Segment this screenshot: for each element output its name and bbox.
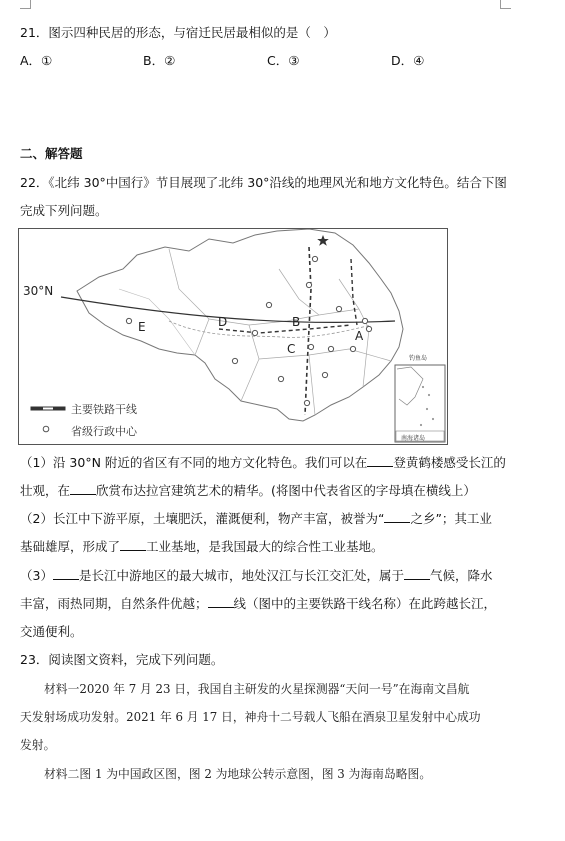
- answer-blank[interactable]: [404, 567, 430, 580]
- q22-part1-text-c: 壮观，在: [20, 483, 71, 498]
- q23-intro: 23．阅读图文资料，完成下列问题。: [20, 652, 224, 667]
- q22-part2-text-a: （2）长江中下游平原，土壤肥沃，灌溉便利，物产丰富，被誉为“: [20, 511, 385, 526]
- q22-part1-line2: [20, 482, 476, 500]
- q22-part2-text-c: 基础雄厚，形成了: [20, 539, 121, 554]
- q22-part3-text-e: 线（图中的主要铁路干线名称）在此跨越长江，: [233, 596, 497, 611]
- q23-material1-line1: 材料一2020 年 7 月 23 日，我国自主研发的火星探测器“天问一号”在海南文昌航: [44, 682, 470, 696]
- q21-option-d[interactable]: D．④: [391, 53, 425, 68]
- q21-stem: 21．图示四种民居的形态，与宿迁民居最相似的是（ ）: [20, 25, 336, 40]
- q23-material1-line3: 发射。: [20, 738, 56, 752]
- map-letter-e: E: [138, 320, 146, 334]
- q23-material2: 材料二图 1 为中国政区图，图 2 为地球公转示意图，图 3 为海南岛略图。: [44, 767, 432, 781]
- q22-part2-line1: [20, 510, 492, 528]
- q22-intro-line1: 22．《北纬 30°中国行》节目展现了北纬 30°沿线的地理风光和地方文化特色。结合下图: [20, 175, 507, 190]
- inset-caption: 南海诸岛: [401, 435, 426, 442]
- latitude-30n-label: 30°N: [23, 284, 54, 298]
- crop-mark-top-left: [20, 0, 31, 9]
- q23-material1-line2: 天发射场成功发射。2021 年 6 月 17 日，神舟十二号载人飞船在酒泉卫星发射中心成功: [20, 710, 481, 724]
- q22-part1-text-b: 登黄鹤楼感受长江的: [393, 455, 506, 470]
- map-letter-c: C: [287, 342, 296, 356]
- q21-option-c[interactable]: C．③: [267, 53, 300, 68]
- q22-part1-text-a: （1）沿 30°N 附近的省区有不同的地方文化特色。我们可以在: [20, 455, 368, 470]
- q22-part1-text-d: 欣赏布达拉宫建筑艺术的精华。(将图中代表省区的字母填在横线上）: [96, 483, 476, 498]
- q21-option-b[interactable]: B．②: [143, 53, 176, 68]
- q22-part3-line2: [20, 595, 496, 613]
- q22-part1-line1: [20, 454, 506, 472]
- q22-intro-line2: 完成下列问题。: [20, 203, 108, 218]
- answer-blank[interactable]: [367, 454, 393, 467]
- answer-blank[interactable]: [384, 510, 410, 523]
- crop-mark-top-right: [500, 0, 511, 9]
- q22-part2-text-b: 之乡”；其工业: [410, 511, 492, 526]
- answer-blank[interactable]: [120, 538, 146, 551]
- map-letter-a: A: [355, 329, 364, 343]
- section-title: 二、解答题: [20, 146, 83, 161]
- answer-blank[interactable]: [70, 482, 96, 495]
- china-map-figure: [18, 228, 448, 445]
- q22-part3-line3: 交通便利。: [20, 624, 83, 639]
- q22-part3-text-a: （3）: [20, 568, 53, 583]
- answer-blank[interactable]: [53, 567, 79, 580]
- q22-part2-line2: [20, 538, 384, 556]
- q22-part3-text-b: 是长江中游地区的最大城市，地处汉江与长江交汇处，属于: [78, 568, 404, 583]
- map-letter-b: B: [292, 315, 301, 329]
- legend-capital-label: 省级行政中心: [71, 425, 137, 438]
- map-letter-d: D: [218, 315, 228, 329]
- inset-island-label: 钓鱼岛: [409, 355, 428, 362]
- q22-part3-text-c: 气候，降水: [429, 568, 493, 583]
- answer-blank[interactable]: [208, 595, 234, 608]
- q21-option-a[interactable]: A．①: [20, 53, 53, 68]
- q22-part3-line1: [20, 567, 492, 585]
- q22-part3-text-d: 丰富，雨热同期，自然条件优越；: [20, 596, 208, 611]
- q22-part2-text-d: 工业基地，是我国最大的综合性工业基地。: [146, 539, 384, 554]
- legend-railway-label: 主要铁路干线: [71, 403, 137, 416]
